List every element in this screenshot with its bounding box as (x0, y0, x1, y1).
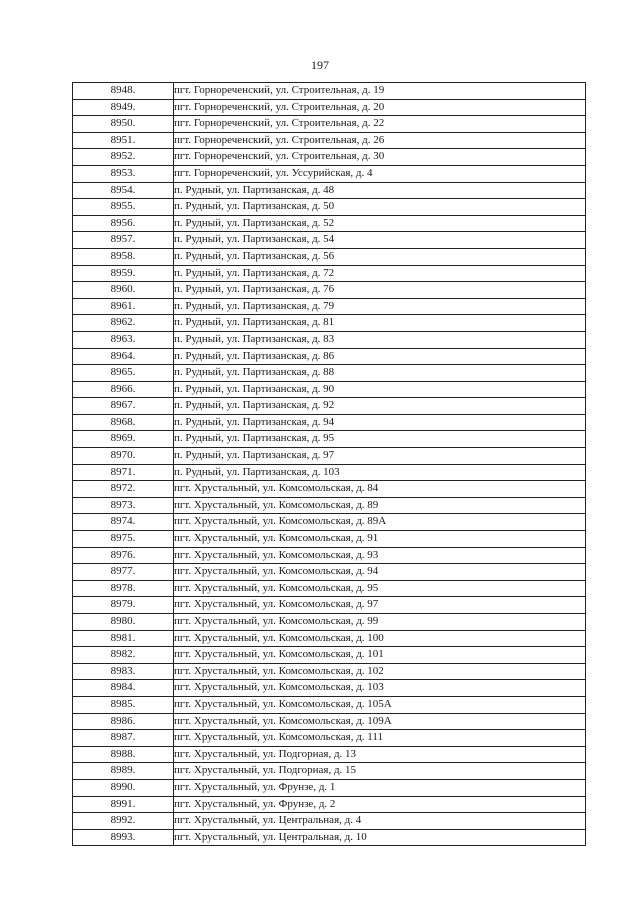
row-number: 8951. (73, 132, 174, 149)
table-row (73, 514, 586, 531)
row-address: пгт. Хрустальный, ул. Комсомольская, д. 94 (174, 564, 586, 581)
table-row (73, 680, 586, 697)
row-number: 8975. (73, 531, 174, 548)
address-table (72, 82, 586, 846)
row-number: 8986. (73, 713, 174, 730)
row-address: п. Рудный, ул. Партизанская, д. 50 (174, 199, 586, 216)
table-row (73, 182, 586, 199)
table-row (73, 398, 586, 415)
table-row (73, 597, 586, 614)
row-number: 8962. (73, 315, 174, 332)
table-row (73, 663, 586, 680)
table-row (73, 248, 586, 265)
row-number: 8966. (73, 381, 174, 398)
row-number: 8988. (73, 746, 174, 763)
row-address: пгт. Хрустальный, ул. Комсомольская, д. 109А (174, 713, 586, 730)
row-address: пгт. Хрустальный, ул. Комсомольская, д. 102 (174, 663, 586, 680)
table-row (73, 199, 586, 216)
row-number: 8981. (73, 630, 174, 647)
row-number: 8949. (73, 99, 174, 116)
row-address: пгт. Горнореченский, ул. Строительная, д. 26 (174, 132, 586, 149)
row-address: пгт. Хрустальный, ул. Подгорная, д. 13 (174, 746, 586, 763)
row-number: 8989. (73, 763, 174, 780)
row-address: п. Рудный, ул. Партизанская, д. 94 (174, 414, 586, 431)
row-address: п. Рудный, ул. Партизанская, д. 88 (174, 365, 586, 382)
row-number: 8956. (73, 215, 174, 232)
row-number: 8959. (73, 265, 174, 282)
table-row (73, 730, 586, 747)
row-number: 8961. (73, 298, 174, 315)
row-address: пгт. Хрустальный, ул. Комсомольская, д. 93 (174, 547, 586, 564)
table-row (73, 531, 586, 548)
table-row (73, 215, 586, 232)
row-number: 8948. (73, 83, 174, 100)
table-row (73, 116, 586, 133)
table-row (73, 796, 586, 813)
row-address: п. Рудный, ул. Партизанская, д. 54 (174, 232, 586, 249)
row-address: пгт. Хрустальный, ул. Комсомольская, д. 89А (174, 514, 586, 531)
row-number: 8972. (73, 481, 174, 498)
row-address: пгт. Хрустальный, ул. Комсомольская, д. 89 (174, 497, 586, 514)
row-number: 8970. (73, 448, 174, 465)
row-address: пгт. Хрустальный, ул. Комсомольская, д. 103 (174, 680, 586, 697)
row-address: пгт. Хрустальный, ул. Центральная, д. 10 (174, 829, 586, 846)
table-row (73, 481, 586, 498)
row-number: 8963. (73, 331, 174, 348)
row-number: 8990. (73, 779, 174, 796)
page-number: 197 (311, 58, 329, 72)
row-number: 8983. (73, 663, 174, 680)
table-row (73, 232, 586, 249)
table-row (73, 431, 586, 448)
row-address: п. Рудный, ул. Партизанская, д. 79 (174, 298, 586, 315)
row-number: 8977. (73, 564, 174, 581)
row-address: пгт. Горнореченский, ул. Уссурийская, д. 4 (174, 165, 586, 182)
row-address: п. Рудный, ул. Партизанская, д. 56 (174, 248, 586, 265)
table-row (73, 746, 586, 763)
table-row (73, 647, 586, 664)
row-number: 8974. (73, 514, 174, 531)
row-address: пгт. Хрустальный, ул. Комсомольская, д. 84 (174, 481, 586, 498)
row-address: пгт. Хрустальный, ул. Фрунзе, д. 2 (174, 796, 586, 813)
row-number: 8967. (73, 398, 174, 415)
row-number: 8955. (73, 199, 174, 216)
row-address: п. Рудный, ул. Партизанская, д. 92 (174, 398, 586, 415)
table-row (73, 564, 586, 581)
address-table-body (73, 83, 586, 846)
row-address: п. Рудный, ул. Партизанская, д. 83 (174, 331, 586, 348)
table-row (73, 763, 586, 780)
table-row (73, 282, 586, 299)
row-number: 8973. (73, 497, 174, 514)
table-row (73, 813, 586, 830)
row-number: 8971. (73, 464, 174, 481)
row-number: 8976. (73, 547, 174, 564)
row-number: 8960. (73, 282, 174, 299)
row-address: п. Рудный, ул. Партизанская, д. 52 (174, 215, 586, 232)
table-row (73, 149, 586, 166)
row-number: 8953. (73, 165, 174, 182)
row-number: 8982. (73, 647, 174, 664)
row-number: 8954. (73, 182, 174, 199)
row-address: п. Рудный, ул. Партизанская, д. 81 (174, 315, 586, 332)
row-number: 8980. (73, 614, 174, 631)
row-address: п. Рудный, ул. Партизанская, д. 86 (174, 348, 586, 365)
row-number: 8985. (73, 696, 174, 713)
table-row (73, 365, 586, 382)
row-address: п. Рудный, ул. Партизанская, д. 103 (174, 464, 586, 481)
row-number: 8993. (73, 829, 174, 846)
row-address: п. Рудный, ул. Партизанская, д. 48 (174, 182, 586, 199)
row-address: пгт. Хрустальный, ул. Комсомольская, д. 105А (174, 696, 586, 713)
row-address: пгт. Хрустальный, ул. Комсомольская, д. 111 (174, 730, 586, 747)
table-row (73, 331, 586, 348)
row-number: 8978. (73, 580, 174, 597)
row-number: 8992. (73, 813, 174, 830)
table-row (73, 414, 586, 431)
row-address: пгт. Хрустальный, ул. Комсомольская, д. 101 (174, 647, 586, 664)
table-row (73, 265, 586, 282)
table-row (73, 779, 586, 796)
table-row (73, 630, 586, 647)
table-row (73, 713, 586, 730)
table-row (73, 298, 586, 315)
row-address: пгт. Горнореченский, ул. Строительная, д. 30 (174, 149, 586, 166)
row-address: пгт. Горнореченский, ул. Строительная, д. 20 (174, 99, 586, 116)
table-row (73, 448, 586, 465)
row-address: пгт. Хрустальный, ул. Комсомольская, д. 91 (174, 531, 586, 548)
table-row (73, 580, 586, 597)
table-row (73, 381, 586, 398)
table-row (73, 829, 586, 846)
row-number: 8991. (73, 796, 174, 813)
table-row (73, 99, 586, 116)
table-row (73, 614, 586, 631)
row-address: п. Рудный, ул. Партизанская, д. 72 (174, 265, 586, 282)
row-address: п. Рудный, ул. Партизанская, д. 76 (174, 282, 586, 299)
row-number: 8979. (73, 597, 174, 614)
row-number: 8984. (73, 680, 174, 697)
row-number: 8965. (73, 365, 174, 382)
row-address: пгт. Горнореченский, ул. Строительная, д. 22 (174, 116, 586, 133)
row-address: пгт. Хрустальный, ул. Комсомольская, д. 99 (174, 614, 586, 631)
row-address: пгт. Хрустальный, ул. Комсомольская, д. 100 (174, 630, 586, 647)
row-address: пгт. Хрустальный, ул. Подгорная, д. 15 (174, 763, 586, 780)
row-number: 8969. (73, 431, 174, 448)
row-number: 8952. (73, 149, 174, 166)
table-row (73, 464, 586, 481)
row-number: 8957. (73, 232, 174, 249)
table-row (73, 696, 586, 713)
row-address: пгт. Хрустальный, ул. Комсомольская, д. 97 (174, 597, 586, 614)
row-address: пгт. Хрустальный, ул. Центральная, д. 4 (174, 813, 586, 830)
row-number: 8987. (73, 730, 174, 747)
table-row (73, 165, 586, 182)
row-address: пгт. Хрустальный, ул. Комсомольская, д. 95 (174, 580, 586, 597)
row-address: п. Рудный, ул. Партизанская, д. 95 (174, 431, 586, 448)
table-row (73, 132, 586, 149)
table-row (73, 348, 586, 365)
table-row (73, 547, 586, 564)
row-number: 8958. (73, 248, 174, 265)
row-address: п. Рудный, ул. Партизанская, д. 90 (174, 381, 586, 398)
row-number: 8964. (73, 348, 174, 365)
table-row (73, 497, 586, 514)
row-address: п. Рудный, ул. Партизанская, д. 97 (174, 448, 586, 465)
row-number: 8950. (73, 116, 174, 133)
row-address: пгт. Горнореченский, ул. Строительная, д. 19 (174, 83, 586, 100)
row-address: пгт. Хрустальный, ул. Фрунзе, д. 1 (174, 779, 586, 796)
table-row (73, 83, 586, 100)
row-number: 8968. (73, 414, 174, 431)
table-row (73, 315, 586, 332)
